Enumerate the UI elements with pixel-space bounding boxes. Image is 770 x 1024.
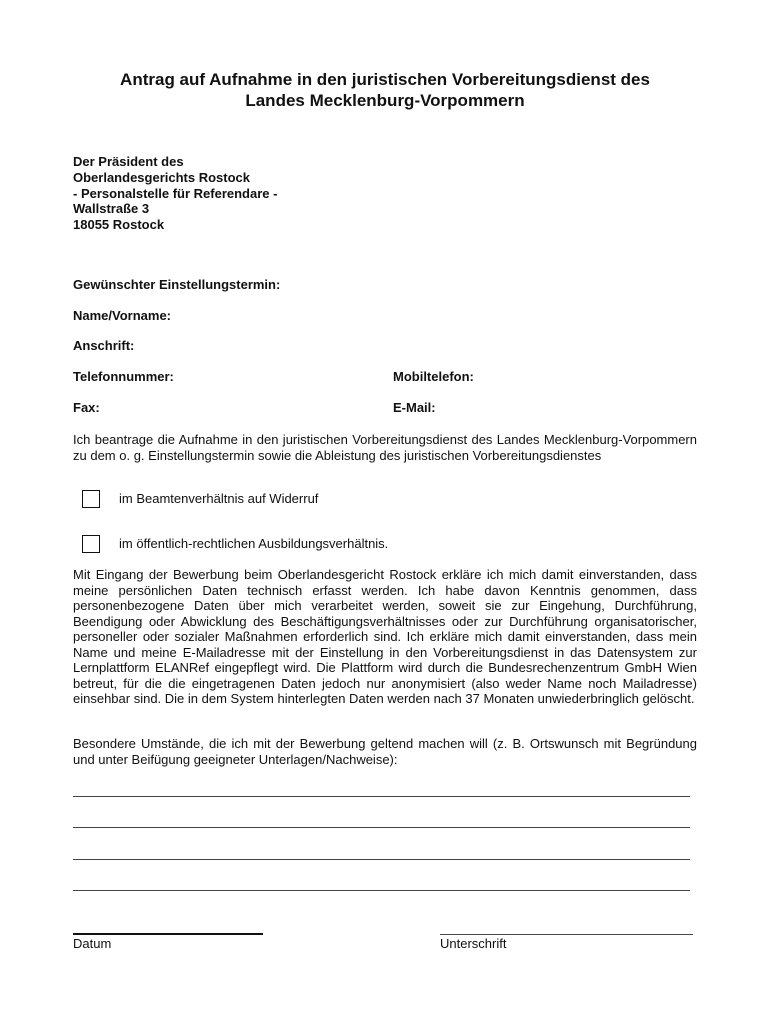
option-label-ausbildungsverhaeltnis: im öffentlich-rechtlichen Ausbildungsverhältnis. [119, 536, 389, 551]
address-line-1: Der Präsident des [73, 154, 184, 169]
blank-line-4[interactable] [73, 876, 690, 891]
field-fax[interactable]: Fax: [73, 400, 100, 415]
signature-label: Unterschrift [440, 936, 507, 951]
checkbox-beamtenverhaeltnis[interactable] [82, 490, 100, 508]
blank-line-1[interactable] [73, 782, 690, 797]
page-title [60, 69, 710, 111]
date-line[interactable] [73, 933, 263, 935]
blank-line-2[interactable] [73, 813, 690, 828]
signature-line[interactable] [440, 934, 693, 935]
title-line-2: Landes Mecklenburg-Vorpommern [245, 91, 525, 110]
field-telefon[interactable]: Telefonnummer: [73, 369, 174, 384]
field-einstellungstermin[interactable]: Gewünschter Einstellungstermin: [73, 277, 281, 292]
request-paragraph: Ich beantrage die Aufnahme in den juristischen Vorbereitungsdienst des Landes Mecklenburg-Vorpommern zu dem o. g. Einstellungstermin sowie die Ableistung des juristischen Vorbereitungsdienstes [73, 432, 697, 463]
option-beamtenverhaeltnis[interactable] [82, 488, 318, 510]
option-ausbildungsverhaeltnis[interactable] [82, 533, 388, 555]
field-anschrift[interactable]: Anschrift: [73, 338, 135, 353]
address-line-3: - Personalstelle für Referendare - [73, 185, 278, 201]
field-email[interactable]: E-Mail: [393, 400, 436, 415]
option-label-beamtenverhaeltnis: im Beamtenverhältnis auf Widerruf [119, 491, 319, 506]
field-mobiltelefon[interactable]: Mobiltelefon: [393, 369, 474, 384]
address-line-5: 18055 Rostock [73, 217, 165, 233]
checkbox-ausbildungsverhaeltnis[interactable] [82, 535, 100, 553]
title-line-1: Antrag auf Aufnahme in den juristischen Vorbereitungsdienst des [120, 70, 650, 89]
consent-paragraph: Mit Eingang der Bewerbung beim Oberlandesgericht Rostock erkläre ich mich damit einverstanden, dass meine persönlichen Daten technisch erfasst werden. Ich habe davon Kenntnis genommen, dass personenbezogene Daten über mich verarbeitet werden, soweit sie zur Eingehung, Durchführung, Beendigung oder Abwicklung des Beschäftigungsverhältnisses oder zur Durchführung organisatorischer, personeller oder sozialer Maßnahmen erforderlich sind. Ich erkläre mich damit einverstanden, dass mein Name und meine E-Mailadresse mit der Einstellung in den Vorbereitungsdienst in das Datensystem zur Lernplattform ELANRef eingepflegt wird. Die Plattform wird durch die Bundesrechenzentrum GmbH Wien betreut, für die die eingetragenen Daten jedoch nur anonymisiert (also weder Name noch Mailadresse) einsehbar sind. Die in dem System hinterlegten Daten werden nach 37 Monaten unwiederbringlich gelöscht. [73, 567, 697, 706]
field-name[interactable]: Name/Vorname: [73, 308, 172, 323]
recipient-address [73, 154, 277, 233]
address-line-4: Wallstraße 3 [73, 201, 150, 217]
blank-line-3[interactable] [73, 845, 690, 860]
address-line-2: Oberlandesgerichts Rostock [73, 169, 250, 185]
special-circumstances-paragraph: Besondere Umstände, die ich mit der Bewerbung geltend machen will (z. B. Ortswunsch mit Begründung und unter Beifügung geeigneter Unterlagen/Nachweise): [73, 736, 697, 767]
date-label: Datum [73, 936, 112, 951]
